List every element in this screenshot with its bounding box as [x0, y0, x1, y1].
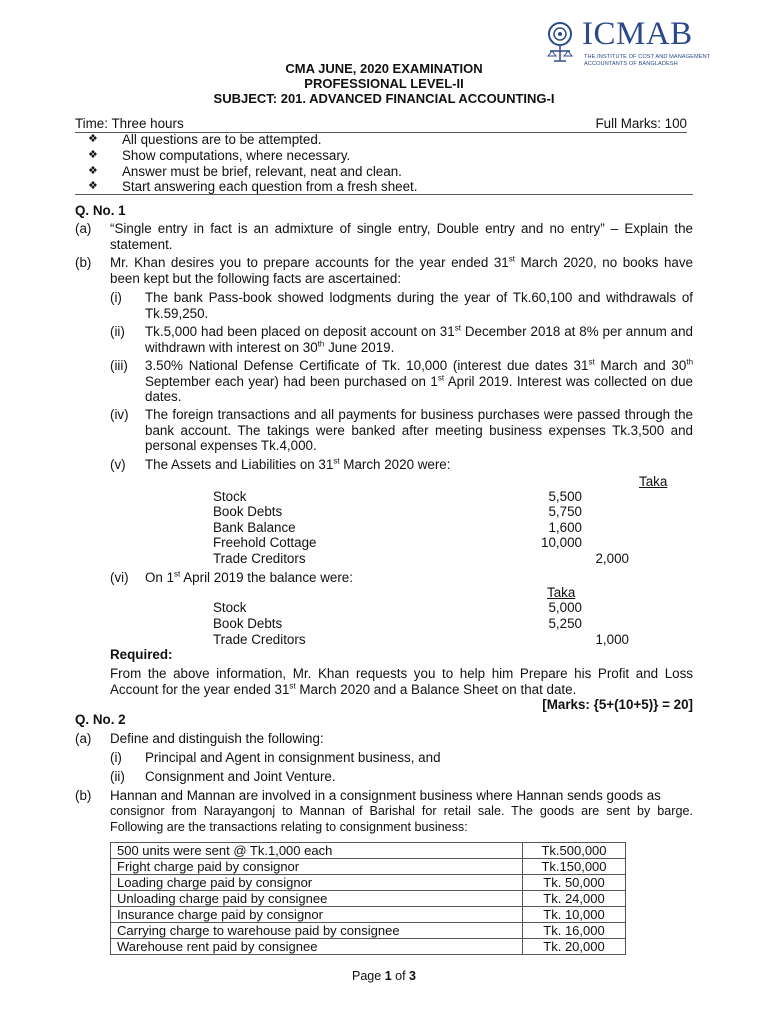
- q2-a-ii-label: (ii): [110, 769, 125, 784]
- table-cell-amount: Tk. 24,000: [523, 891, 626, 907]
- footer-page-word: Page: [352, 969, 382, 983]
- question-1-title: Q. No. 1: [75, 203, 126, 218]
- instruction-text: Start answering each question from a fresh sheet.: [122, 179, 418, 194]
- vi-item-debit: 5,250: [548, 616, 582, 631]
- bullet-diamond-icon: ❖: [88, 180, 98, 192]
- v-item-debit: 5,750: [548, 504, 582, 519]
- table-cell-amount: Tk. 16,000: [523, 923, 626, 939]
- consignment-table: [110, 842, 626, 955]
- q1-b-i-text: The bank Pass-book showed lodgments during the year of Tk.60,100 and withdrawals of Tk.59,250.: [145, 290, 693, 321]
- q2-a-i-label: (i): [110, 750, 122, 765]
- q2-b-label: (b): [75, 788, 92, 803]
- q1-b-iv-text: The foreign transactions and all payments for business purchases were passed through the bank account. The takings were banked after meeting business expenses Tk.3,500 and personal expenses Tk.4,000.: [145, 407, 693, 453]
- table-row: [111, 891, 626, 907]
- divider: [75, 194, 693, 195]
- footer-page-total: 3: [409, 969, 416, 983]
- logo-brand: ICMAB: [582, 16, 693, 52]
- subject-title: SUBJECT: 201. ADVANCED FINANCIAL ACCOUNTING-I: [213, 91, 555, 106]
- q1-b-v-label: (v): [110, 457, 126, 472]
- table-row: [111, 859, 626, 875]
- q2-a-text: Define and distinguish the following:: [110, 731, 324, 746]
- q2-b-text-line1: Hannan and Mannan are involved in a consignment business where Hannan sends goods as: [110, 788, 661, 803]
- full-marks-label: Full Marks: 100: [595, 116, 687, 131]
- vi-item-debit: 5,000: [548, 600, 582, 615]
- vi-item-name: Stock: [213, 600, 247, 615]
- table-row: [111, 875, 626, 891]
- q1-b-vi-text: On 1st April 2019 the balance were:: [145, 569, 353, 585]
- required-text: From the above information, Mr. Khan requests you to help him Prepare his Profit and Loss Account for the year ended 31st March 2020 and a Balance Sheet on that date.: [110, 666, 693, 697]
- vi-taka-header: Taka: [547, 585, 576, 600]
- v-taka-header: Taka: [639, 474, 668, 489]
- page-footer: [0, 969, 768, 983]
- table-cell-item: 500 units were sent @ Tk.1,000 each: [111, 843, 523, 859]
- required-heading: Required:: [110, 647, 173, 662]
- v-item-name: Trade Creditors: [213, 551, 306, 566]
- level-title: PROFESSIONAL LEVEL-II: [304, 76, 464, 91]
- q1-a-text: “Single entry in fact is an admixture of single entry, Double entry and no entry” – Explain the statement.: [110, 221, 693, 252]
- question-2-title: Q. No. 2: [75, 712, 126, 727]
- v-item-name: Book Debts: [213, 504, 283, 519]
- logo-tagline-2: ACCOUNTANTS OF BANGLADESH: [584, 61, 678, 67]
- table-cell-amount: Tk. 10,000: [523, 907, 626, 923]
- q1-b-iii-text: 3.50% National Defense Certificate of Tk. 10,000 (interest due dates 31st March and 30th September each year) had been purchased on 1st April 2019. Interest was collected on due dates.: [145, 357, 694, 404]
- q1-marks: [Marks: {5+(10+5)} = 20]: [542, 697, 693, 712]
- table-cell-amount: Tk. 50,000: [523, 875, 626, 891]
- q1-b-iv-label: (iv): [110, 407, 129, 422]
- q2-a-i-text: Principal and Agent in consignment business, and: [145, 750, 441, 765]
- time-label: Time: Three hours: [75, 116, 184, 131]
- bullet-diamond-icon: ❖: [88, 165, 98, 177]
- q1-b-iii-label: (iii): [110, 358, 128, 373]
- table-cell-amount: Tk.150,000: [523, 859, 626, 875]
- instruction-text: Show computations, where necessary.: [122, 148, 351, 163]
- table-cell-item: Loading charge paid by consignor: [111, 875, 523, 891]
- q1-b-label: (b): [75, 255, 92, 270]
- q1-b-text: Mr. Khan desires you to prepare accounts for the year ended 31st March 2020, no books have been kept but the following facts are ascertained:: [110, 254, 693, 286]
- q2-b-text-rest: consignor from Narayangonj to Mannan of Barishal for retail sale. The goods are sent by barge. Following are the transactions relating to consignment business:: [110, 804, 693, 834]
- table-row: [111, 843, 626, 859]
- v-item-debit: 1,600: [548, 520, 582, 535]
- bullet-diamond-icon: ❖: [88, 149, 98, 161]
- q1-b-vi-label: (vi): [110, 570, 129, 585]
- icmab-emblem-icon: [544, 20, 578, 64]
- instruction-text: All questions are to be attempted.: [122, 132, 322, 147]
- v-item-debit: 10,000: [541, 535, 582, 550]
- q1-b-ii-label: (ii): [110, 324, 125, 339]
- footer-page-number: 1: [384, 969, 392, 983]
- table-cell-item: Warehouse rent paid by consignee: [111, 939, 523, 955]
- v-item-credit: 2,000: [595, 551, 629, 566]
- table-cell-item: Fright charge paid by consignor: [111, 859, 523, 875]
- bullet-diamond-icon: ❖: [88, 133, 98, 145]
- table-cell-amount: Tk. 20,000: [523, 939, 626, 955]
- v-item-name: Freehold Cottage: [213, 535, 317, 550]
- table-row: [111, 923, 626, 939]
- instruction-text: Answer must be brief, relevant, neat and clean.: [122, 164, 402, 179]
- table-cell-item: Insurance charge paid by consignor: [111, 907, 523, 923]
- v-item-name: Stock: [213, 489, 247, 504]
- logo-tagline-1: THE INSTITUTE OF COST AND MANAGEMENT: [584, 54, 711, 60]
- vi-item-credit: 1,000: [595, 632, 629, 647]
- v-item-name: Bank Balance: [213, 520, 296, 535]
- time-marks-row: [75, 116, 687, 133]
- q2-a-label: (a): [75, 731, 92, 746]
- table-cell-amount: Tk.500,000: [523, 843, 626, 859]
- vi-item-name: Trade Creditors: [213, 632, 306, 647]
- q1-a-label: (a): [75, 221, 92, 236]
- q1-b-ii-text: Tk.5,000 had been placed on deposit account on 31st December 2018 at 8% per annum and withdrawn with interest on 30th June 2019.: [145, 323, 693, 355]
- table-row: [111, 939, 626, 955]
- q2-a-ii-text: Consignment and Joint Venture.: [145, 769, 336, 784]
- table-row: [111, 907, 626, 923]
- footer-of-word: of: [395, 969, 406, 983]
- vi-item-name: Book Debts: [213, 616, 283, 631]
- exam-title: CMA JUNE, 2020 EXAMINATION: [285, 61, 483, 76]
- v-item-debit: 5,500: [548, 489, 582, 504]
- table-cell-item: Carrying charge to warehouse paid by consignee: [111, 923, 523, 939]
- table-cell-item: Unloading charge paid by consignee: [111, 891, 523, 907]
- q1-b-v-text: The Assets and Liabilities on 31st March 2020 were:: [145, 456, 451, 472]
- q1-b-i-label: (i): [110, 290, 122, 305]
